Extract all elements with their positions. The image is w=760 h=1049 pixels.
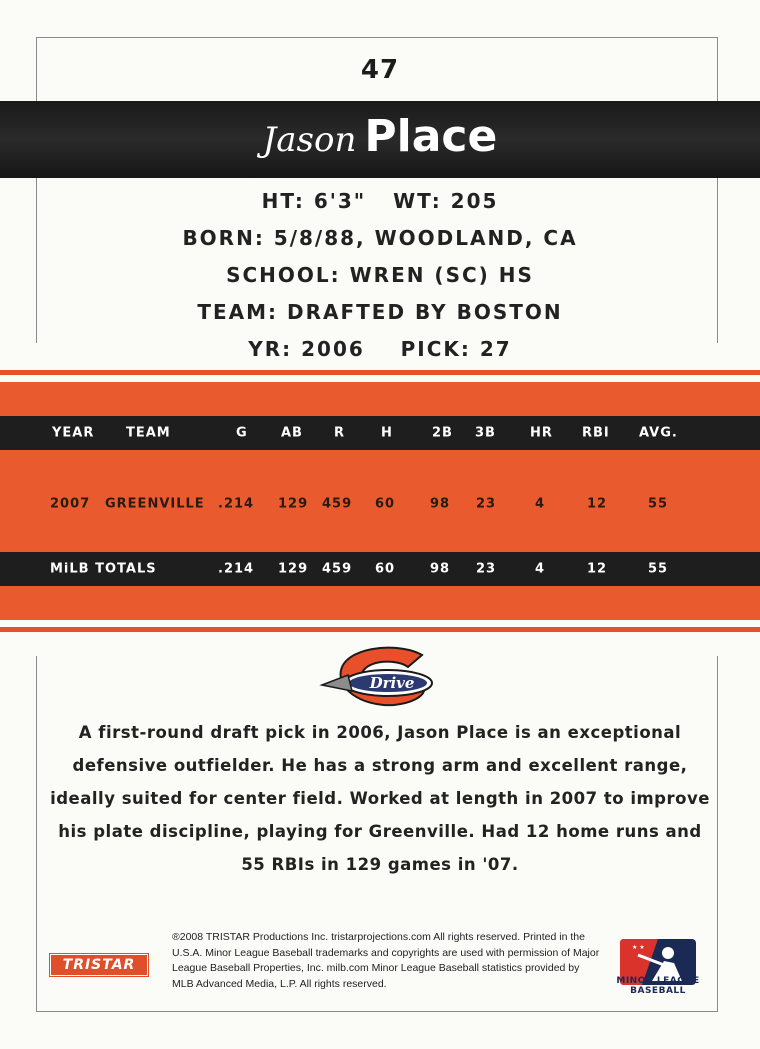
name-band <box>0 101 760 178</box>
bio-born: BORN: 5/8/88, WOODLAND, CA <box>182 226 578 250</box>
stats-cell: 98 <box>430 496 451 512</box>
bio-team: TEAM: DRAFTED BY BOSTON <box>197 300 563 324</box>
stats-cell: 55 <box>648 561 669 577</box>
bio-height-weight: HT: 6'3" WT: 205 <box>261 189 499 213</box>
player-biography: A first-round draft pick in 2006, Jason Place is an exceptional defensive outfielder. He has a strong arm and excellent range, ideally suited for center field. Worked at length in 2007 to improve his plate discipline, playing for Greenville. Had 12 home runs and 55 RBIs in 129 games in '07. <box>50 723 710 874</box>
stats-cell: .214 <box>218 496 255 512</box>
milb-line2: BASEBALL <box>630 986 686 996</box>
stats-cell: 23 <box>476 496 497 512</box>
team-logo-text: Drive <box>369 674 415 692</box>
stats-totals-row <box>0 552 760 586</box>
stats-cell: MiLB TOTALS <box>50 561 157 577</box>
stats-cell: 23 <box>476 561 497 577</box>
player-name <box>0 111 760 162</box>
stats-season-row <box>0 482 760 526</box>
stats-header-cell: 3B <box>475 425 496 441</box>
player-first-name: Jason <box>262 120 357 160</box>
stats-cell: 2007 <box>50 496 91 512</box>
stats-header-cell: TEAM <box>126 425 171 441</box>
stats-cell: 4 <box>535 496 546 512</box>
stats-cell: 459 <box>322 496 353 512</box>
stats-header-row <box>0 416 760 450</box>
stats-cell: 98 <box>430 561 451 577</box>
svg-text:★ ★: ★ ★ <box>632 944 645 951</box>
tristar-logo: TRISTAR <box>50 954 148 976</box>
stats-cell: 129 <box>278 496 309 512</box>
greenville-drive-logo-icon <box>312 645 448 713</box>
milb-line1: MINOR LEAGUE <box>616 976 700 986</box>
stats-header-cell: RBI <box>582 425 610 441</box>
stats-cell: 129 <box>278 561 309 577</box>
player-last-name: Place <box>364 111 498 162</box>
card-number: 47 <box>360 55 400 85</box>
stats-header-cell: G <box>236 425 248 441</box>
stats-header-cell: R <box>334 425 346 441</box>
stats-table <box>0 382 760 620</box>
stats-header-cell: 2B <box>432 425 453 441</box>
stats-cell: .214 <box>218 561 255 577</box>
legal-text: ®2008 TRISTAR Productions Inc. tristarprojections.com All rights reserved. Printed in the U.S.A. Minor League Baseball trademarks and copyrights are used with permission of Major League Baseball Properties, Inc. milb.com Minor League Baseball statistics provided by MLB Advanced Media, L.P. All rights reserved. <box>172 931 600 990</box>
stats-header-cell: HR <box>530 425 553 441</box>
stats-cell: 4 <box>535 561 546 577</box>
stats-cell: 12 <box>587 496 608 512</box>
stats-header-cell: AB <box>281 425 303 441</box>
stats-cell: 55 <box>648 496 669 512</box>
stats-header-cell: YEAR <box>52 425 95 441</box>
stats-header-cell: AVG. <box>639 425 678 441</box>
stats-cell: GREENVILLE <box>105 496 205 512</box>
bio-section <box>0 186 760 371</box>
stats-cell: 60 <box>375 496 396 512</box>
milb-logo-text <box>606 976 710 996</box>
bio-draft: YR: 2006 PICK: 27 <box>248 337 512 361</box>
stats-cell: 12 <box>587 561 608 577</box>
stats-header-cell: H <box>381 425 393 441</box>
orange-stripe-top <box>0 370 760 375</box>
stats-cell: 459 <box>322 561 353 577</box>
orange-stripe-bottom <box>0 627 760 632</box>
stats-cell: 60 <box>375 561 396 577</box>
bio-school: SCHOOL: WREN (SC) HS <box>226 263 534 287</box>
